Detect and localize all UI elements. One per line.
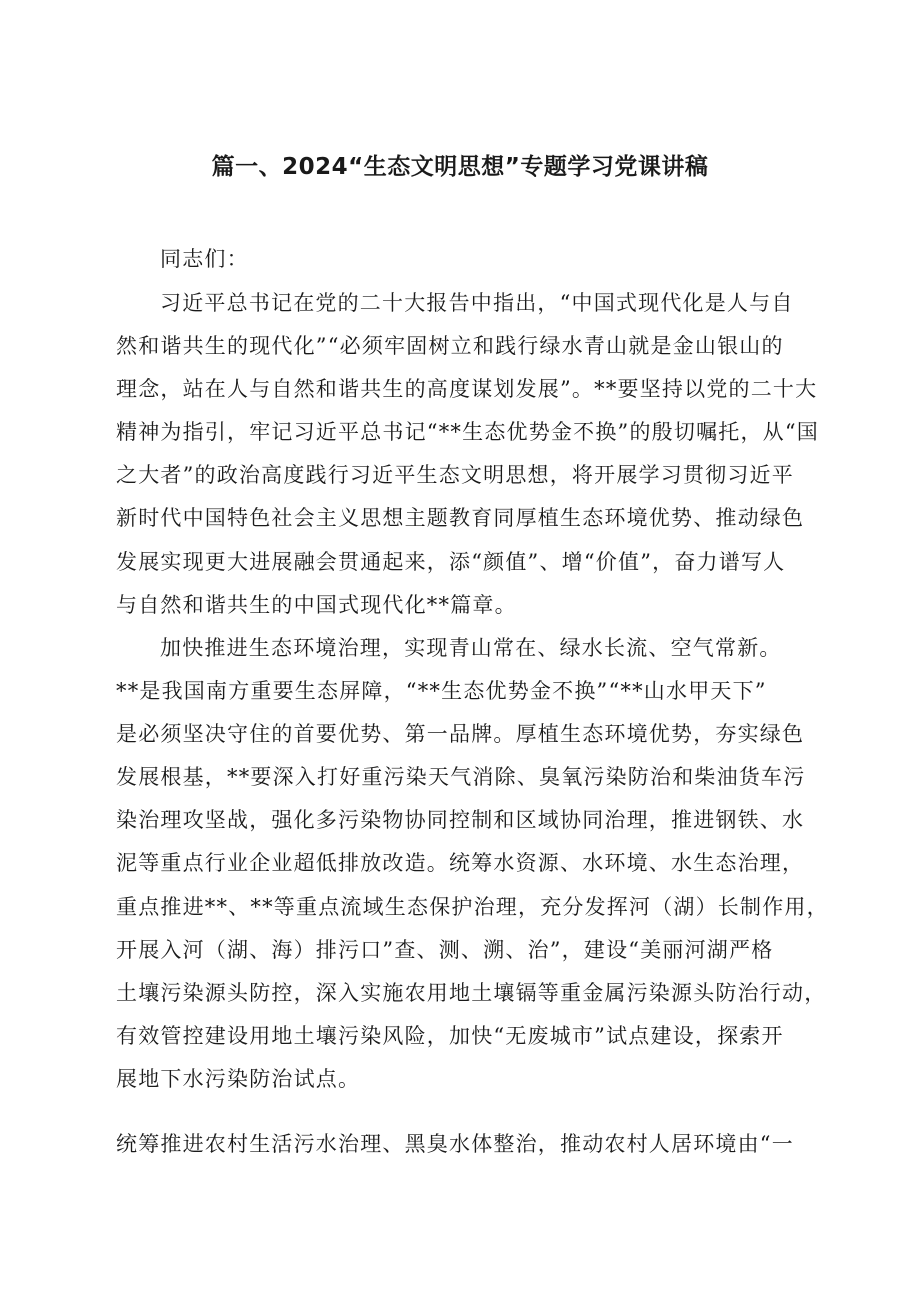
paragraph-line: 染治理攻坚战，强化多污染物协同控制和区域协同治理，推进钢铁、水 bbox=[116, 808, 805, 832]
paragraph-line: 展地下水污染防治试点。 bbox=[116, 1067, 361, 1091]
paragraph-line: 理念，站在人与自然和谐共生的高度谋划发展”。**要坚持以党的二十大 bbox=[116, 377, 818, 401]
document-title: 篇一、2024“生态文明思想”专题学习党课讲稿 bbox=[211, 154, 709, 180]
paragraph-line: 之大者”的政治高度践行习近平生态文明思想，将开展学习贯彻习近平 bbox=[116, 463, 794, 487]
paragraph-line: 精神为指引，牢记习近平总书记“**生态优势金不换”的殷切嘱托，从“国 bbox=[116, 420, 820, 444]
paragraph-line: **是我国南方重要生态屏障，“**生态优势金不换”“**山水甲天下” bbox=[116, 679, 767, 703]
paragraph-line: 开展入河（湖、海）排污口”查、测、溯、治”，建设“美丽河湖严格 bbox=[116, 938, 774, 962]
paragraph-line: 然和谐共生的现代化”“必须牢固树立和践行绿水青山就是金山银山的 bbox=[116, 334, 784, 358]
paragraph-line: 泥等重点行业企业超低排放改造。统筹水资源、水环境、水生态治理， bbox=[116, 851, 805, 875]
paragraph-line: 与自然和谐共生的中国式现代化**篇章。 bbox=[116, 593, 517, 617]
paragraph-line: 发展实现更大进展融会贯通起来，添“颜值”、增“价值”，奋力谱写人 bbox=[116, 550, 786, 574]
paragraph-line: 土壤污染源头防控，深入实施农用地土壤镉等重金属污染源头防治行动， bbox=[116, 981, 827, 1005]
salutation: 同志们： bbox=[160, 247, 249, 271]
paragraph-line: 发展根基，**要深入打好重污染天气消除、臭氧污染防治和柴油货车污 bbox=[116, 765, 806, 789]
paragraph-line: 统筹推进农村生活污水治理、黑臭水体整治，推动农村人居环境由“一 bbox=[116, 1132, 794, 1156]
paragraph-line: 习近平总书记在党的二十大报告中指出，“中国式现代化是人与自 bbox=[160, 291, 794, 315]
paragraph-line: 新时代中国特色社会主义思想主题教育同厚植生态环境优势、推动绿色 bbox=[116, 506, 805, 530]
paragraph-line: 是必须坚决守住的首要优势、第一品牌。厚植生态环境优势，夯实绿色 bbox=[116, 722, 805, 746]
paragraph-line: 有效管控建设用地土壤污染风险，加快“无废城市”试点建设，探索开 bbox=[116, 1024, 784, 1048]
paragraph-line: 加快推进生态环境治理，实现青山常在、绿水长流、空气常新。 bbox=[160, 636, 782, 660]
paragraph-line: 重点推进**、**等重点流域生态保护治理，充分发挥河（湖）长制作用， bbox=[116, 895, 829, 919]
